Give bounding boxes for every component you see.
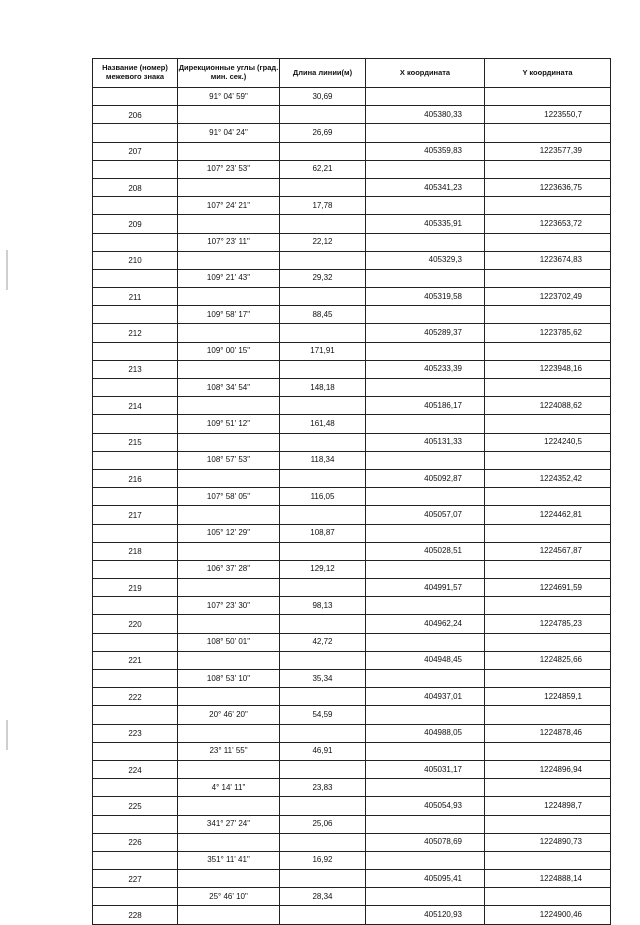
- x-coordinate: 404948,45: [366, 651, 485, 669]
- y-coordinate: 1224088,62: [485, 397, 611, 415]
- x-coordinate: 405186,17: [366, 397, 485, 415]
- y-coordinate: 1224240,5: [485, 433, 611, 451]
- y-coordinate: 1224785,23: [485, 615, 611, 633]
- point-row: [93, 870, 611, 888]
- empty-cell: [280, 906, 366, 924]
- empty-cell: [93, 415, 178, 433]
- x-coordinate: 405233,39: [366, 360, 485, 378]
- empty-cell: [93, 742, 178, 760]
- point-row: [93, 797, 611, 815]
- y-coordinate: 1223577,39: [485, 142, 611, 160]
- line-length: 129,12: [280, 560, 366, 578]
- segment-row: [93, 670, 611, 688]
- point-row: [93, 542, 611, 560]
- y-coordinate: 1224691,59: [485, 579, 611, 597]
- point-row: [93, 469, 611, 487]
- line-length: 171,91: [280, 342, 366, 360]
- empty-cell: [178, 251, 280, 269]
- point-name: 219: [93, 579, 178, 597]
- direction-angle: 108° 53' 10": [178, 670, 280, 688]
- direction-angle: 107° 23' 30": [178, 597, 280, 615]
- empty-cell: [280, 106, 366, 124]
- point-name: 224: [93, 760, 178, 778]
- empty-cell: [280, 870, 366, 888]
- empty-cell: [485, 851, 611, 869]
- empty-cell: [280, 688, 366, 706]
- point-name: 220: [93, 615, 178, 633]
- direction-angle: 107° 24' 21": [178, 197, 280, 215]
- empty-cell: [366, 560, 485, 578]
- line-length: 30,69: [280, 88, 366, 106]
- empty-cell: [280, 651, 366, 669]
- point-name: 228: [93, 906, 178, 924]
- empty-cell: [485, 197, 611, 215]
- x-coordinate: 405095,41: [366, 870, 485, 888]
- point-name: 207: [93, 142, 178, 160]
- empty-cell: [366, 851, 485, 869]
- line-length: 16,92: [280, 851, 366, 869]
- empty-cell: [366, 451, 485, 469]
- empty-cell: [366, 306, 485, 324]
- x-coordinate: 404991,57: [366, 579, 485, 597]
- empty-cell: [93, 124, 178, 142]
- empty-cell: [93, 670, 178, 688]
- point-row: [93, 688, 611, 706]
- y-coordinate: 1224888,14: [485, 870, 611, 888]
- point-row: [93, 142, 611, 160]
- direction-angle: 23° 11' 55": [178, 742, 280, 760]
- empty-cell: [485, 670, 611, 688]
- empty-cell: [93, 88, 178, 106]
- empty-cell: [280, 178, 366, 196]
- direction-angle: 351° 11' 41": [178, 851, 280, 869]
- empty-cell: [366, 888, 485, 906]
- scan-edge-mark: [6, 720, 8, 750]
- empty-cell: [485, 306, 611, 324]
- line-length: 42,72: [280, 633, 366, 651]
- point-row: [93, 506, 611, 524]
- empty-cell: [178, 433, 280, 451]
- line-length: 28,34: [280, 888, 366, 906]
- empty-cell: [485, 88, 611, 106]
- line-length: 98,13: [280, 597, 366, 615]
- x-coordinate: 405329,3: [366, 251, 485, 269]
- empty-cell: [93, 451, 178, 469]
- empty-cell: [280, 615, 366, 633]
- header-direction-angle: Дирекционные углы (град. мин. сек.): [178, 59, 280, 88]
- line-length: 161,48: [280, 415, 366, 433]
- empty-cell: [485, 160, 611, 178]
- line-length: 116,05: [280, 488, 366, 506]
- y-coordinate: 1224896,94: [485, 760, 611, 778]
- y-coordinate: 1223674,83: [485, 251, 611, 269]
- x-coordinate: 405092,87: [366, 469, 485, 487]
- point-name: 217: [93, 506, 178, 524]
- direction-angle: 107° 23' 53": [178, 160, 280, 178]
- segment-row: [93, 779, 611, 797]
- empty-cell: [366, 815, 485, 833]
- empty-cell: [280, 142, 366, 160]
- line-length: 62,21: [280, 160, 366, 178]
- empty-cell: [280, 760, 366, 778]
- x-coordinate: 405057,07: [366, 506, 485, 524]
- empty-cell: [93, 779, 178, 797]
- direction-angle: 107° 23' 11": [178, 233, 280, 251]
- empty-cell: [178, 870, 280, 888]
- empty-cell: [485, 888, 611, 906]
- segment-row: [93, 597, 611, 615]
- point-row: [93, 397, 611, 415]
- empty-cell: [366, 379, 485, 397]
- empty-cell: [280, 288, 366, 306]
- segment-row: [93, 451, 611, 469]
- direction-angle: 341° 27' 24": [178, 815, 280, 833]
- empty-cell: [178, 760, 280, 778]
- segment-row: [93, 415, 611, 433]
- empty-cell: [485, 560, 611, 578]
- empty-cell: [366, 706, 485, 724]
- segment-row: [93, 888, 611, 906]
- empty-cell: [93, 597, 178, 615]
- line-length: 23,83: [280, 779, 366, 797]
- point-row: [93, 215, 611, 233]
- point-name: 215: [93, 433, 178, 451]
- line-length: 22,12: [280, 233, 366, 251]
- line-length: 35,34: [280, 670, 366, 688]
- point-name: 213: [93, 360, 178, 378]
- x-coordinate: 405054,93: [366, 797, 485, 815]
- empty-cell: [178, 688, 280, 706]
- empty-cell: [366, 488, 485, 506]
- empty-cell: [93, 342, 178, 360]
- empty-cell: [93, 488, 178, 506]
- y-coordinate: 1224352,42: [485, 469, 611, 487]
- point-name: 226: [93, 833, 178, 851]
- empty-cell: [93, 633, 178, 651]
- direction-angle: 108° 57' 53": [178, 451, 280, 469]
- point-name: 227: [93, 870, 178, 888]
- empty-cell: [485, 597, 611, 615]
- x-coordinate: 405031,17: [366, 760, 485, 778]
- empty-cell: [366, 124, 485, 142]
- direction-angle: 25° 46' 10": [178, 888, 280, 906]
- line-length: 29,32: [280, 269, 366, 287]
- empty-cell: [93, 269, 178, 287]
- header-y-coordinate: Y координата: [485, 59, 611, 88]
- y-coordinate: 1224825,66: [485, 651, 611, 669]
- direction-angle: 109° 21' 43": [178, 269, 280, 287]
- empty-cell: [93, 888, 178, 906]
- point-name: 208: [93, 178, 178, 196]
- segment-row: [93, 160, 611, 178]
- empty-cell: [93, 524, 178, 542]
- y-coordinate: 1224890,73: [485, 833, 611, 851]
- y-coordinate: 1223550,7: [485, 106, 611, 124]
- empty-cell: [280, 797, 366, 815]
- point-row: [93, 724, 611, 742]
- point-row: [93, 579, 611, 597]
- empty-cell: [485, 524, 611, 542]
- empty-cell: [93, 306, 178, 324]
- empty-cell: [485, 815, 611, 833]
- segment-row: [93, 815, 611, 833]
- empty-cell: [485, 779, 611, 797]
- header-point-name: Название (номер) межевого знака: [93, 59, 178, 88]
- point-name: 218: [93, 542, 178, 560]
- segment-row: [93, 524, 611, 542]
- segment-row: [93, 124, 611, 142]
- line-length: 17,78: [280, 197, 366, 215]
- coordinates-sheet: [92, 58, 611, 925]
- empty-cell: [93, 160, 178, 178]
- empty-cell: [280, 360, 366, 378]
- point-name: 225: [93, 797, 178, 815]
- empty-cell: [93, 197, 178, 215]
- empty-cell: [178, 579, 280, 597]
- direction-angle: 108° 50' 01": [178, 633, 280, 651]
- empty-cell: [280, 251, 366, 269]
- empty-cell: [485, 233, 611, 251]
- point-row: [93, 615, 611, 633]
- x-coordinate: 405319,58: [366, 288, 485, 306]
- direction-angle: 106° 37' 28": [178, 560, 280, 578]
- empty-cell: [366, 597, 485, 615]
- point-row: [93, 288, 611, 306]
- empty-cell: [178, 506, 280, 524]
- empty-cell: [366, 742, 485, 760]
- line-length: 54,59: [280, 706, 366, 724]
- line-length: 148,18: [280, 379, 366, 397]
- segment-row: [93, 633, 611, 651]
- direction-angle: 20° 46' 20": [178, 706, 280, 724]
- empty-cell: [93, 560, 178, 578]
- empty-cell: [485, 742, 611, 760]
- empty-cell: [485, 451, 611, 469]
- x-coordinate: 404988,05: [366, 724, 485, 742]
- x-coordinate: 405341,23: [366, 178, 485, 196]
- point-row: [93, 106, 611, 124]
- x-coordinate: 404937,01: [366, 688, 485, 706]
- empty-cell: [178, 397, 280, 415]
- empty-cell: [485, 379, 611, 397]
- segment-row: [93, 269, 611, 287]
- empty-cell: [485, 415, 611, 433]
- empty-cell: [178, 360, 280, 378]
- segment-row: [93, 851, 611, 869]
- x-coordinate: 405028,51: [366, 542, 485, 560]
- empty-cell: [178, 106, 280, 124]
- empty-cell: [366, 160, 485, 178]
- y-coordinate: 1224878,46: [485, 724, 611, 742]
- point-name: 221: [93, 651, 178, 669]
- empty-cell: [366, 415, 485, 433]
- empty-cell: [178, 542, 280, 560]
- direction-angle: 109° 58' 17": [178, 306, 280, 324]
- segment-row: [93, 88, 611, 106]
- x-coordinate: 405131,33: [366, 433, 485, 451]
- point-name: 223: [93, 724, 178, 742]
- point-row: [93, 651, 611, 669]
- segment-row: [93, 488, 611, 506]
- direction-angle: 105° 12' 29": [178, 524, 280, 542]
- empty-cell: [366, 269, 485, 287]
- point-row: [93, 360, 611, 378]
- y-coordinate: 1223785,62: [485, 324, 611, 342]
- empty-cell: [485, 488, 611, 506]
- empty-cell: [485, 706, 611, 724]
- x-coordinate: 404962,24: [366, 615, 485, 633]
- point-name: 210: [93, 251, 178, 269]
- empty-cell: [93, 815, 178, 833]
- empty-cell: [366, 233, 485, 251]
- y-coordinate: 1224900,46: [485, 906, 611, 924]
- direction-angle: 108° 34' 54": [178, 379, 280, 397]
- segment-row: [93, 306, 611, 324]
- line-length: 26,69: [280, 124, 366, 142]
- direction-angle: 4° 14' 11": [178, 779, 280, 797]
- point-name: 212: [93, 324, 178, 342]
- empty-cell: [366, 524, 485, 542]
- empty-cell: [178, 797, 280, 815]
- segment-row: [93, 342, 611, 360]
- point-row: [93, 251, 611, 269]
- empty-cell: [93, 233, 178, 251]
- x-coordinate: 405335,91: [366, 215, 485, 233]
- empty-cell: [280, 215, 366, 233]
- header-line-length: Длина линии(м): [280, 59, 366, 88]
- empty-cell: [280, 397, 366, 415]
- x-coordinate: 405120,93: [366, 906, 485, 924]
- empty-cell: [280, 324, 366, 342]
- direction-angle: 107° 58' 05": [178, 488, 280, 506]
- empty-cell: [485, 124, 611, 142]
- empty-cell: [93, 379, 178, 397]
- empty-cell: [178, 906, 280, 924]
- segment-row: [93, 742, 611, 760]
- empty-cell: [485, 269, 611, 287]
- line-length: 88,45: [280, 306, 366, 324]
- empty-cell: [178, 651, 280, 669]
- empty-cell: [366, 342, 485, 360]
- segment-row: [93, 706, 611, 724]
- point-row: [93, 833, 611, 851]
- point-row: [93, 760, 611, 778]
- empty-cell: [280, 469, 366, 487]
- empty-cell: [178, 615, 280, 633]
- line-length: 118,34: [280, 451, 366, 469]
- point-row: [93, 433, 611, 451]
- segment-row: [93, 379, 611, 397]
- line-length: 25,06: [280, 815, 366, 833]
- segment-row: [93, 233, 611, 251]
- x-coordinate: 405380,33: [366, 106, 485, 124]
- line-length: 108,87: [280, 524, 366, 542]
- empty-cell: [280, 542, 366, 560]
- point-row: [93, 906, 611, 924]
- direction-angle: 91° 04' 24": [178, 124, 280, 142]
- direction-angle: 109° 51' 12": [178, 415, 280, 433]
- empty-cell: [93, 706, 178, 724]
- empty-cell: [366, 197, 485, 215]
- point-name: 214: [93, 397, 178, 415]
- x-coordinate: 405359,83: [366, 142, 485, 160]
- y-coordinate: 1223636,75: [485, 178, 611, 196]
- empty-cell: [485, 633, 611, 651]
- line-length: 46,91: [280, 742, 366, 760]
- empty-cell: [366, 633, 485, 651]
- empty-cell: [366, 670, 485, 688]
- point-name: 209: [93, 215, 178, 233]
- y-coordinate: 1224462,81: [485, 506, 611, 524]
- point-name: 222: [93, 688, 178, 706]
- empty-cell: [178, 215, 280, 233]
- y-coordinate: 1223948,16: [485, 360, 611, 378]
- empty-cell: [178, 833, 280, 851]
- y-coordinate: 1223653,72: [485, 215, 611, 233]
- y-coordinate: 1224567,87: [485, 542, 611, 560]
- empty-cell: [178, 324, 280, 342]
- header-row: [93, 59, 611, 88]
- empty-cell: [280, 433, 366, 451]
- x-coordinate: 405078,69: [366, 833, 485, 851]
- segment-row: [93, 560, 611, 578]
- empty-cell: [280, 833, 366, 851]
- empty-cell: [178, 142, 280, 160]
- empty-cell: [280, 724, 366, 742]
- empty-cell: [366, 779, 485, 797]
- point-row: [93, 324, 611, 342]
- point-name: 206: [93, 106, 178, 124]
- empty-cell: [280, 579, 366, 597]
- boundary-coordinates-table: [92, 58, 611, 925]
- empty-cell: [178, 469, 280, 487]
- point-name: 216: [93, 469, 178, 487]
- scan-edge-mark: [6, 250, 8, 290]
- direction-angle: 91° 04' 59": [178, 88, 280, 106]
- y-coordinate: 1224898,7: [485, 797, 611, 815]
- y-coordinate: 1224859,1: [485, 688, 611, 706]
- empty-cell: [93, 851, 178, 869]
- point-name: 211: [93, 288, 178, 306]
- empty-cell: [366, 88, 485, 106]
- y-coordinate: 1223702,49: [485, 288, 611, 306]
- empty-cell: [485, 342, 611, 360]
- point-row: [93, 178, 611, 196]
- direction-angle: 109° 00' 15": [178, 342, 280, 360]
- empty-cell: [178, 178, 280, 196]
- empty-cell: [178, 288, 280, 306]
- segment-row: [93, 197, 611, 215]
- empty-cell: [280, 506, 366, 524]
- header-x-coordinate: X координата: [366, 59, 485, 88]
- empty-cell: [178, 724, 280, 742]
- x-coordinate: 405289,37: [366, 324, 485, 342]
